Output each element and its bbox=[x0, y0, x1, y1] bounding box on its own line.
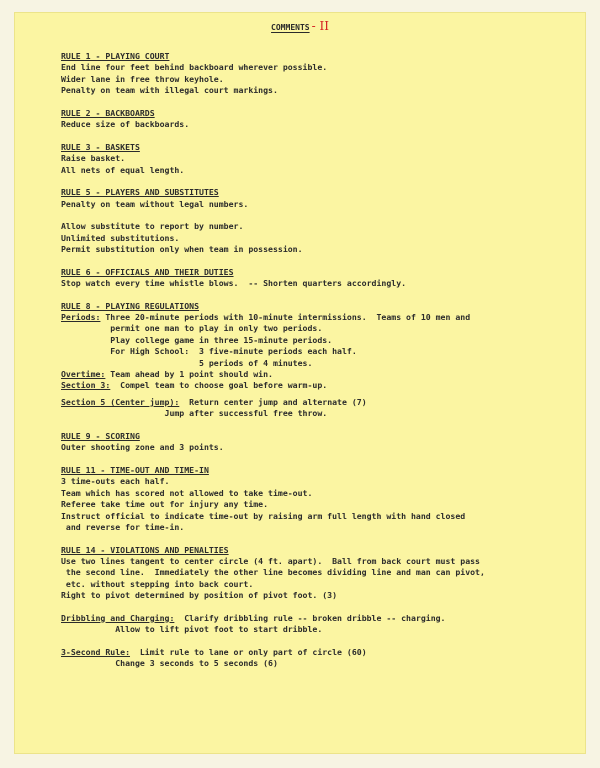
text-line: Return center jump and alternate (7) bbox=[179, 396, 367, 407]
title-text: COMMENTS bbox=[271, 23, 310, 32]
section-three-second-rule bbox=[61, 647, 541, 670]
text-line: and reverse for time-in. bbox=[61, 521, 185, 532]
document-body bbox=[61, 51, 541, 670]
text-line: Reduce size of backboards. bbox=[61, 119, 190, 130]
section-rule-11 bbox=[61, 465, 541, 533]
section-heading: RULE 8 - PLAYING REGULATIONS bbox=[61, 300, 200, 311]
three-second-label: 3-Second Rule: bbox=[61, 646, 131, 657]
text-line: etc. without stepping into back court. bbox=[61, 578, 254, 589]
text-line: Team ahead by 1 point should win. bbox=[105, 369, 273, 380]
text-line: Referee take time out for injury any time. bbox=[61, 499, 269, 510]
text-line: Wider lane in free throw keyhole. bbox=[61, 73, 224, 84]
periods-label: Periods: bbox=[61, 312, 101, 323]
section-rule-5 bbox=[61, 187, 541, 255]
dribbling-label: Dribbling and Charging: bbox=[61, 612, 175, 623]
text-line: Clarify dribbling rule -- broken dribble -- charging. bbox=[174, 612, 446, 623]
text-line: End line four feet behind backboard wherever possible. bbox=[61, 62, 328, 73]
text-line: Instruct official to indicate time-out by raising arm full length with hand closed bbox=[61, 510, 466, 521]
text-line: Compel team to choose goal before warm-up. bbox=[110, 380, 328, 391]
section-heading: RULE 1 - PLAYING COURT bbox=[61, 51, 170, 61]
handwritten-annotation: - II bbox=[311, 19, 329, 33]
section-heading: RULE 11 - TIME-OUT AND TIME-IN bbox=[61, 464, 209, 475]
section-heading: RULE 5 - PLAYERS AND SUBSTITUTES bbox=[61, 187, 219, 198]
text-line: Play college game in three 15-minute periods. bbox=[61, 334, 333, 345]
text-line: For High School: 3 five-minute periods each half. bbox=[61, 346, 357, 357]
text-line: Penalty on team without legal numbers. bbox=[61, 198, 249, 209]
section-3-label: Section 3: bbox=[61, 380, 111, 391]
text-line: Limit rule to lane or only part of circle (60) bbox=[130, 646, 367, 657]
overtime-label: Overtime: bbox=[61, 369, 106, 380]
section-rule-8 bbox=[61, 301, 541, 420]
text-line: Three 20-minute periods with 10-minute intermissions. Teams of 10 men and bbox=[100, 312, 471, 323]
text-line: Stop watch every time whistle blows. -- Shorten quarters accordingly. bbox=[61, 278, 407, 289]
text-line: Outer shooting zone and 3 points. bbox=[61, 442, 224, 453]
document-title bbox=[0, 19, 600, 33]
section-heading: RULE 2 - BACKBOARDS bbox=[61, 107, 155, 118]
section-heading: RULE 9 - SCORING bbox=[61, 430, 140, 441]
text-line: 3 time-outs each half. bbox=[61, 476, 170, 487]
text-line: Jump after successful free throw. bbox=[61, 408, 328, 419]
text-line: Penalty on team with illegal court markings. bbox=[61, 85, 278, 96]
text-line: Change 3 seconds to 5 seconds (6) bbox=[61, 658, 278, 669]
section-5-label: Section 5 (Center jump): bbox=[61, 396, 180, 407]
text-line: Right to pivot determined by position of pivot foot. (3) bbox=[61, 590, 338, 601]
section-rule-6 bbox=[61, 267, 541, 290]
section-heading: RULE 14 - VIOLATIONS AND PENALTIES bbox=[61, 544, 229, 555]
section-heading: RULE 3 - BASKETS bbox=[61, 141, 140, 152]
text-line: Team which has scored not allowed to take time-out. bbox=[61, 487, 313, 498]
text-line: All nets of equal length. bbox=[61, 164, 185, 175]
text-line: 5 periods of 4 minutes. bbox=[61, 357, 313, 368]
section-rule-1 bbox=[61, 51, 541, 97]
text-line: the second line. Immediately the other line becomes dividing line and man can pivot, bbox=[61, 567, 485, 578]
section-dribbling bbox=[61, 613, 541, 636]
text-line: Raise basket. bbox=[61, 153, 126, 164]
text-line: Unlimited substitutions. bbox=[61, 232, 180, 243]
text-line: Use two lines tangent to center circle (4 ft. apart). Ball from back court must pass bbox=[61, 555, 480, 566]
text-line: Allow substitute to report by number. bbox=[61, 221, 244, 232]
text-line: Permit substitution only when team in possession. bbox=[61, 244, 303, 255]
text-line: permit one man to play in only two periods. bbox=[61, 323, 323, 334]
section-rule-14 bbox=[61, 545, 541, 602]
section-rule-9 bbox=[61, 431, 541, 454]
section-heading: RULE 6 - OFFICIALS AND THEIR DUTIES bbox=[61, 266, 234, 277]
text-line: Allow to lift pivot foot to start dribble. bbox=[61, 624, 323, 635]
section-rule-3 bbox=[61, 142, 541, 176]
section-rule-2 bbox=[61, 108, 541, 131]
